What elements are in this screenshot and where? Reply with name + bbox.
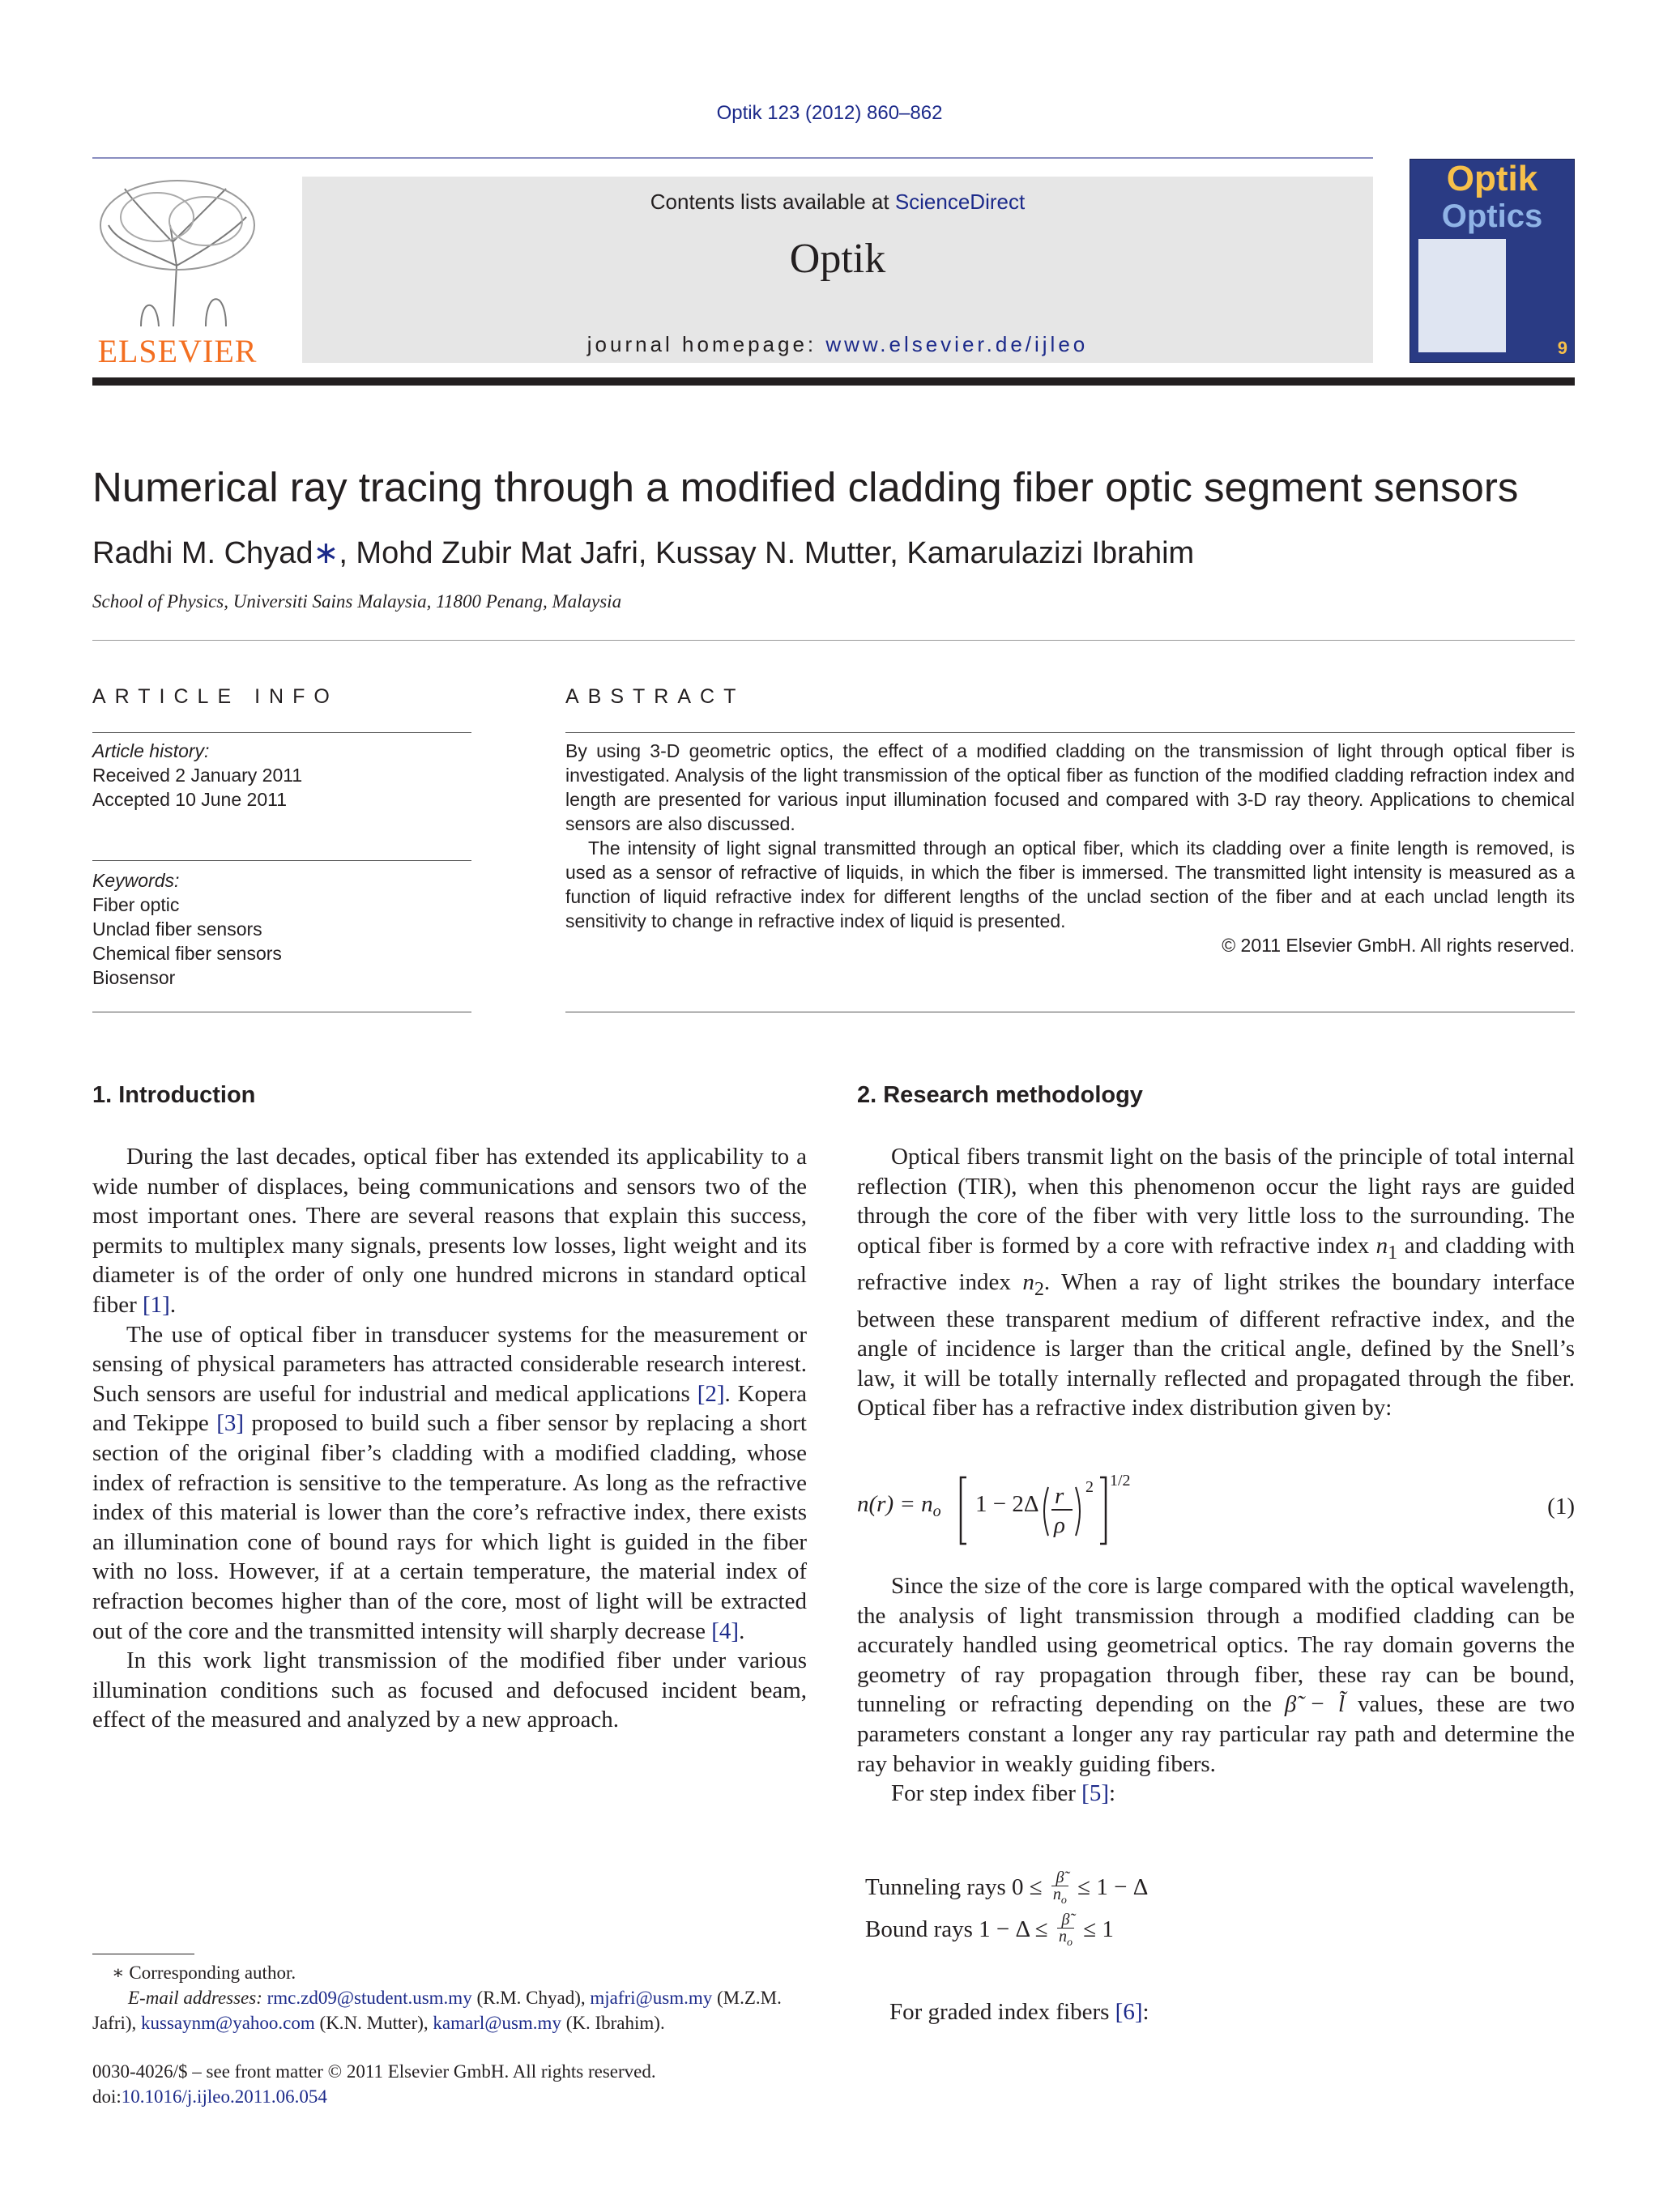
email-owner: (M.Z.M. Jafri), — [92, 1988, 782, 2033]
journal-reference[interactable]: Optik 123 (2012) 860–862 — [716, 102, 943, 124]
paragraph-text: : — [1109, 1780, 1116, 1807]
email-label: E-mail addresses: — [128, 1988, 262, 2008]
other-authors: , Mohd Zubir Mat Jafri, Kussay N. Mutter, Kamarulazizi Ibrahim — [339, 536, 1195, 570]
section-heading-methodology: 2. Research methodology — [857, 1082, 1143, 1108]
citation-link[interactable]: [6] — [1115, 1999, 1143, 2025]
bound-rays-condition — [865, 1912, 1432, 1954]
body-paragraph — [857, 1142, 1575, 1423]
email-link[interactable]: kussaynm@yahoo.com — [141, 2013, 315, 2033]
fraction-numerator: r — [1055, 1483, 1064, 1509]
paragraph-text: : — [1142, 1999, 1149, 2025]
introduction-text — [92, 1142, 807, 1735]
beta-over-n-fraction: β̃ $n_o$ — [1051, 1869, 1068, 1909]
body-paragraph: In this work light transmission of the modified fiber under various illumination conditions such as focused and defocused incident beam, effect of the measured and analyzed by a new approach. — [92, 1647, 807, 1733]
inner-exponent: 2 — [1085, 1478, 1094, 1496]
paragraph-text: proposed to build such a fiber sensor by replacing a short section of the original fiber’s cladding with a modified cladding, whose index of refraction is sensitive to the temperature. As long as the refractive index of this material is lower than the core’s refractive index, there exists an illumination cone of bound rays for which light is guided in the fiber with no loss. However, if at a certain temperature, the material index of refraction becomes higher than of the core, most of light will be extracted out of the core and the transmitted intensity will sharply decrease — [92, 1410, 807, 1644]
divider — [92, 860, 471, 861]
header-thick-rule — [92, 377, 1575, 386]
paragraph-text: . When a ray of light strikes the boundary interface between these transparent medium of different refractive index, and the angle of incidence is larger than the critical angle, defined by the Snell’s law, it will be totally internally reflected and propagated through the fiber. Optical fiber has a refractive index distribution given by: — [857, 1269, 1575, 1421]
email-owner: (R.M. Chyad), — [476, 1988, 586, 2008]
received-date: Received 2 January 2011 — [92, 765, 303, 786]
doi-line — [92, 2084, 807, 2109]
methodology-text-continued — [857, 1571, 1575, 1809]
journal-name: Optik — [789, 236, 886, 282]
email-link[interactable]: mjafri@usm.my — [590, 1988, 713, 2008]
condition-right: ≤ 1 − Δ — [1077, 1874, 1149, 1901]
homepage-link[interactable]: www.elsevier.de/ijleo — [825, 332, 1089, 356]
body-paragraph — [857, 1779, 1575, 1809]
symbol: n — [1375, 1232, 1388, 1259]
paragraph-text: The use of optical fiber in transducer systems for the measurement or sensing of physical parameters has attracted considerable research interest. Such sensors are useful for industrial and medical applications — [92, 1321, 807, 1407]
header-rule — [92, 157, 1373, 159]
keyword: Chemical fiber sensors — [92, 943, 282, 964]
footnote-text: Corresponding author. — [129, 1963, 296, 1983]
beta-over-n-fraction: β̃ $n_o$ — [1057, 1912, 1074, 1951]
divider — [92, 732, 471, 733]
graded-index-line — [889, 1999, 1149, 2026]
equation-graphic — [857, 1463, 1197, 1552]
tree-logo-icon — [92, 177, 262, 330]
citation-link[interactable]: [5] — [1081, 1780, 1109, 1807]
keyword: Fiber optic — [92, 894, 180, 915]
right-paren — [1076, 1487, 1080, 1536]
contents-line — [302, 190, 1373, 215]
citation-link[interactable]: [1] — [143, 1291, 170, 1318]
subscript: 1 — [1388, 1241, 1398, 1264]
email-addresses — [92, 1985, 807, 2035]
email-owner: (K. Ibrahim). — [565, 2013, 665, 2033]
section-heading-introduction: 1. Introduction — [92, 1082, 256, 1108]
body-paragraph: During the last decades, optical fiber has extended its applicability to a wide number of displaces, being communications and sensors two of the most important ones. There are several reasons that explain this success, permits to multiplex many signals, presents low losses, light weight and its diameter is of the order of only one hundred microns in standard optical fiber [1]. — [92, 1144, 807, 1318]
abstract-paragraph: By using 3-D geometric optics, the effect of a modified cladding on the transmission of light through optical fiber is investigated. Analysis of the light transmission of the optical fiber as function of the modified cladding refraction index and length are presented for various input illumination focused and compared with 3-D ray theory. Applications to chemical sensors are also discussed. — [565, 740, 1575, 834]
fraction-denominator: ρ — [1054, 1512, 1065, 1538]
outer-exponent: 1/2 — [1110, 1472, 1131, 1490]
email-link[interactable]: kamarl@usm.my — [433, 2013, 561, 2033]
cover-subtitle: Optics — [1441, 198, 1543, 234]
journal-banner — [302, 177, 1373, 363]
condition-left: Bound rays 1 − Δ ≤ — [865, 1916, 1048, 1943]
equation-lhs: $n(r) = n_o$ — [857, 1491, 941, 1520]
citation-link[interactable]: [4] — [711, 1617, 740, 1644]
divider — [565, 732, 1575, 733]
article-info-heading: ARTICLE INFO — [92, 685, 339, 708]
abstract-paragraph: The intensity of light signal transmitted through an optical fiber, which its cladding over a finite length is removed, is used as a sensor of refractive of liquids, in which the fiber is immersed. The transmitted light intensity is measured as a function of liquid refractive index for different lengths of the unclad section of the fiber and at each unclad length its sensitivity to change in refractive index of liquid is presented. — [565, 837, 1575, 931]
left-bracket — [961, 1477, 966, 1544]
keywords-block — [92, 868, 473, 990]
corresponding-note — [92, 1960, 807, 1985]
paragraph-text: values, these are two parameters constant a longer any ray particular ray path and determine the ray behavior in weakly guiding fibers. — [857, 1691, 1575, 1777]
ray-conditions — [865, 1869, 1432, 1954]
cover-panel — [1418, 239, 1506, 352]
journal-cover-thumbnail[interactable] — [1410, 159, 1575, 363]
paragraph-text: Since the size of the core is large compared with the optical wavelength, the analysis of light transmission through a modified cladding can be accurately handled using geometrical optics. The ray domain governs the geometry of ray propagation through fiber, these ray can be bound, tunneling or refracting depending on the — [857, 1573, 1575, 1718]
keyword: Unclad fiber sensors — [92, 918, 262, 940]
keywords-label: Keywords: — [92, 870, 180, 891]
left-paren — [1044, 1487, 1048, 1536]
symbol: n — [1022, 1269, 1034, 1296]
body-paragraph: The use of optical fiber in transducer systems for the measurement or sensing of physical parameters has attracted considerable research interest. Such sensors are useful for industrial and medical applications [2]. Kopera and Tekippe [3] proposed to build such a fiber sensor by replacing a short section of the original fiber’s cladding with a modified cladding, whose index of refraction is sensitive to the temperature. As long as the refractive index of this material is lower than the core’s refractive index, there exists an illumination cone of bound rays for which light is guided in the fiber with no loss. However, if at a certain temperature, the material index of refraction becomes higher than of the core, most of light will be extracted out of the core and the transmitted intensity will sharply decrease [4]. — [92, 1321, 808, 1644]
article-title: Numerical ray tracing through a modified cladding fiber optic segment sensors — [92, 464, 1519, 510]
sciencedirect-link[interactable]: ScienceDirect — [894, 190, 1026, 214]
body-paragraph — [857, 1571, 1575, 1779]
condition-left: Tunneling rays 0 ≤ — [865, 1874, 1043, 1901]
history-label: Article history: — [92, 740, 210, 761]
contents-prefix: Contents lists available at — [650, 190, 895, 214]
corresponding-author-mark[interactable]: ∗ — [313, 536, 339, 570]
paragraph-text: For graded index fibers — [889, 1999, 1115, 2025]
methodology-text — [857, 1142, 1575, 1423]
email-owner: (K.N. Mutter), — [319, 2013, 429, 2033]
affiliation: School of Physics, Universiti Sains Malaysia, 11800 Penang, Malaysia — [92, 591, 622, 612]
footnote-mark: ∗ — [112, 1963, 125, 1983]
cover-title: Optik — [1446, 159, 1538, 198]
citation-link[interactable]: [2] — [697, 1380, 725, 1407]
copyright-notice: 0030-4026/$ – see front matter © 2011 Elsevier GmbH. All rights reserved. — [92, 2061, 656, 2082]
paragraph-text: and cladding with refractive index — [857, 1232, 1576, 1296]
tunneling-rays-condition — [865, 1869, 1432, 1912]
right-bracket — [1100, 1477, 1106, 1544]
front-matter — [92, 2059, 807, 2109]
paragraph-text: During the last decades, optical fiber has extended its applicability to a wide number of displaces, being communications and sensors two of the most important ones. There are several reasons that explain this success, permits to multiplex many signals, presents low losses, light weight and its diameter is of the order of only one hundred microns in standard optical fiber — [92, 1144, 807, 1318]
equation-number: (1) — [1547, 1494, 1575, 1519]
author-list — [92, 535, 1575, 571]
paragraph-text: For step index fiber — [891, 1780, 1082, 1807]
subscript: 2 — [1034, 1277, 1044, 1300]
paragraph-text: Optical fibers transmit light on the basis of the principle of total internal reflection (TIR), when this phenomenon occur the light rays are guided through the core of the fiber with very little loss to the surrounding. The optical fiber is formed by a core with refractive index — [857, 1144, 1575, 1259]
abstract-copyright: © 2011 Elsevier GmbH. All rights reserved. — [1222, 935, 1575, 956]
email-link[interactable]: rmc.zd09@student.usm.my — [267, 1988, 472, 2008]
elsevier-logo[interactable] — [92, 177, 262, 369]
equation-body: 1 − 2Δ — [975, 1491, 1039, 1517]
citation-link[interactable]: [3] — [216, 1410, 245, 1437]
divider — [92, 640, 1575, 641]
first-author: Radhi M. Chyad — [92, 536, 313, 570]
cover-issue-number: 9 — [1557, 338, 1567, 358]
doi-link[interactable]: 10.1016/j.ijleo.2011.06.054 — [121, 2086, 327, 2107]
footnote — [92, 1960, 807, 2035]
abstract-body — [565, 739, 1575, 957]
doi-label: doi: — [92, 2086, 122, 2107]
article-history — [92, 739, 473, 812]
equation-1 — [857, 1463, 1575, 1552]
accepted-date: Accepted 10 June 2011 — [92, 789, 287, 810]
keyword: Biosensor — [92, 967, 176, 988]
condition-right: ≤ 1 — [1083, 1916, 1114, 1943]
beta-l-symbol: β̃ − l̃ — [1284, 1691, 1346, 1718]
homepage-line — [302, 332, 1373, 357]
paragraph-text: . Kopera and Tekippe — [92, 1380, 808, 1437]
homepage-prefix: journal homepage: — [586, 332, 826, 356]
abstract-heading: ABSTRACT — [565, 685, 745, 708]
publisher-wordmark: ELSEVIER — [97, 333, 258, 369]
